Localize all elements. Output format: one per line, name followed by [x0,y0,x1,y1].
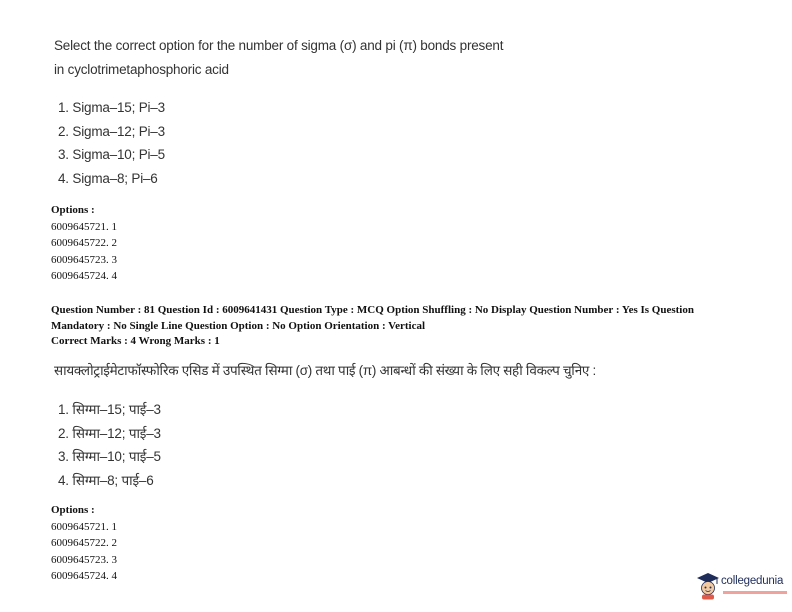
choice-item: 1. Sigma–15; Pi–3 [58,100,165,115]
question-meta [51,303,731,350]
option-id-item: 6009645722. 2 [51,237,117,249]
question-meta-text: Question Number : 81 Question Id : 6009641431 Question Type : MCQ Option Shuffling : No Display Question Number : Yes Is Question Mandatory : No Single Line Question Option : No Option Orientation : Vertical [51,304,694,332]
option-id-item: 6009645721. 1 [51,220,117,233]
options-title: Options : [51,204,95,216]
logo-wordmark: collegedunia [721,575,784,587]
choice-item: 4. Sigma–8; Pi–6 [58,170,158,186]
question-text-english: Select the correct option for the number of sigma (σ) and pi (π) bonds present in cyclotrimetaphosphoric acid [54,38,504,77]
option-id-item: 6009645722. 2 [51,537,117,549]
choice-item: 4. सिग्मा–8; पाई–6 [58,472,154,488]
options-block-second [51,502,117,585]
question-choices-hindi [58,398,161,492]
logo-tagline-bar [723,591,787,594]
options-block-first [51,202,117,285]
option-id-item: 6009645721. 1 [51,520,117,533]
choice-item: 2. Sigma–12; Pi–3 [58,123,165,139]
choice-item: 2. सिग्मा–12; पाई–3 [58,425,161,441]
question-choices-english [58,96,165,190]
option-id-item: 6009645724. 4 [51,570,117,582]
options-title: Options : [51,504,95,516]
graduate-mascot-icon [696,572,720,600]
option-id-item: 6009645723. 3 [51,253,117,266]
option-id-item: 6009645723. 3 [51,553,117,566]
option-id-item: 6009645724. 4 [51,270,117,282]
choice-item: 3. सिग्मा–10; पाई–5 [58,449,161,464]
collegedunia-logo [696,571,790,605]
question-marks: Correct Marks : 4 Wrong Marks : 1 [51,335,220,347]
choice-item: 3. Sigma–10; Pi–5 [58,147,165,162]
question-text-hindi: सायक्लोट्राईमेटाफॉस्फोरिक एसिड में उपस्थित सिग्मा (σ) तथा पाई (π) आबन्धों की संख्या के लिए सही विकल्प चुनिए : [54,363,596,378]
choice-item: 1. सिग्मा–15; पाई–3 [58,402,161,417]
